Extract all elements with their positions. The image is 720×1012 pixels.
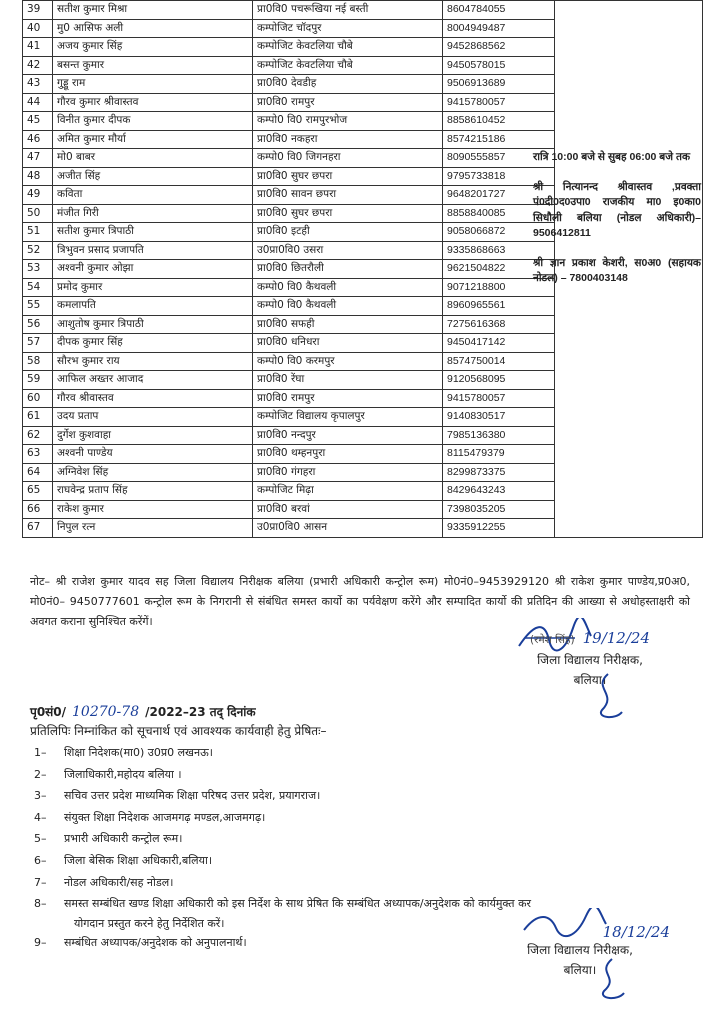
school-name: प्रा0वि0 रामपुर [253, 93, 443, 112]
phone-number: 7985136380 [443, 426, 555, 445]
list-item-number: 7– [34, 875, 47, 889]
side-column-cell [555, 482, 703, 501]
table-row [23, 112, 703, 131]
table-row [23, 38, 703, 57]
list-item [34, 850, 694, 872]
row-number: 65 [23, 482, 53, 501]
phone-number: 9648201727 [443, 186, 555, 205]
table-row [23, 389, 703, 408]
teacher-name: अजय कुमार सिंह [53, 38, 253, 57]
school-name: प्रा0वि0 रेंघा [253, 371, 443, 390]
teacher-name: अश्वनी पाण्डेय [53, 445, 253, 464]
signatory-place: बलिया। [563, 963, 597, 977]
list-item [34, 785, 694, 807]
teacher-name: त्रिभुवन प्रसाद प्रजापति [53, 241, 253, 260]
list-item-text: जिलाधिकारी,महोदय बलिया । [64, 767, 182, 781]
teacher-name: विनीत कुमार दीपक [53, 112, 253, 131]
school-name: कम्पोजिट चॉदपुर [253, 19, 443, 38]
teacher-name: आशुतोष कुमार त्रिपाठी [53, 315, 253, 334]
phone-number: 9140830517 [443, 408, 555, 427]
table-row [23, 315, 703, 334]
reference-number: 10270-78 [72, 704, 140, 720]
teacher-name: कमलापति [53, 297, 253, 316]
row-number: 39 [23, 1, 53, 20]
phone-number: 9120568095 [443, 371, 555, 390]
teacher-name: सतीश कुमार त्रिपाठी [53, 223, 253, 242]
school-name: प्रा0वि0 सावन छपरा [253, 186, 443, 205]
phone-number: 9415780057 [443, 389, 555, 408]
note-paragraph: नोट– श्री राजेश कुमार यादव सह जिला विद्यालय निरीक्षक बलिया (प्रभारी अधिकारी कन्ट्रोल रूम) मो0नं0–9453929120 श्री राकेश कुमार पाण्डेय,प्र0अ0, मो0नं0– 9450777601 कन्ट्रोल रूम के निगरानी से संबंधित समस्त कार्यो का पर्यवेक्षण करेंगे और सम्पादित कार्यो की प्रतिदिन की आख्या से अधोहस्ताक्षरी को अवगत कराना सुनिश्चित करेंगें। [30, 575, 690, 628]
side-column-cell [555, 19, 703, 38]
school-name: कम्पो0 वि0 जिगनहरा [253, 149, 443, 168]
teacher-name: कविता [53, 186, 253, 205]
row-number: 42 [23, 56, 53, 75]
list-item [34, 872, 694, 894]
school-name: उ0प्रा0वि0 उसरा [253, 241, 443, 260]
phone-number: 8004949487 [443, 19, 555, 38]
phone-number: 8090555857 [443, 149, 555, 168]
school-name: प्रा0वि0 थम्हनपुरा [253, 445, 443, 464]
teacher-name: गौरव कुमार श्रीवास्तव [53, 93, 253, 112]
signature-block-2 [470, 924, 690, 980]
phone-number: 7398035205 [443, 500, 555, 519]
side-column-cell [555, 38, 703, 57]
list-item-number: 2– [34, 767, 47, 781]
school-name: प्रा0वि0 देवडीह [253, 75, 443, 94]
row-number: 62 [23, 426, 53, 445]
table-row [23, 130, 703, 149]
row-number: 44 [23, 93, 53, 112]
school-name: कम्पो0 वि0 कैथवली [253, 278, 443, 297]
school-name: प्रा0वि0 नकहरा [253, 130, 443, 149]
side-column-cell [555, 334, 703, 353]
table-row [23, 19, 703, 38]
teacher-name: दुर्गेश कुशवाहा [53, 426, 253, 445]
school-name: उ0प्रा0वि0 आसन [253, 519, 443, 538]
phone-number: 9335868663 [443, 241, 555, 260]
side-column-cell [555, 408, 703, 427]
side-column-cell [555, 426, 703, 445]
list-item-text: समस्त सम्बंधित खण्ड शिक्षा अधिकारी को इस निर्देश के साथ प्रेषित कि सम्बंधित अध्यापक/अनुदेशक को कार्यमुक्त कर [64, 897, 532, 911]
school-name: प्रा0वि0 सुघर छपरा [253, 204, 443, 223]
row-number: 45 [23, 112, 53, 131]
phone-number: 9071218800 [443, 278, 555, 297]
phone-number: 8604784055 [443, 1, 555, 20]
phone-number: 8115479379 [443, 445, 555, 464]
signature-date: 18/12/24 [602, 923, 670, 941]
list-item-number: 5– [34, 832, 47, 846]
school-name: प्रा0वि0 रामपुर [253, 389, 443, 408]
phone-number: 9452868562 [443, 38, 555, 57]
side-column-cell [555, 500, 703, 519]
row-number: 55 [23, 297, 53, 316]
row-number: 57 [23, 334, 53, 353]
row-number: 41 [23, 38, 53, 57]
side-column-cell [555, 56, 703, 75]
school-name: प्रा0वि0 गंगहरा [253, 463, 443, 482]
side-column-cell [555, 1, 703, 20]
table-row [23, 408, 703, 427]
table-row [23, 482, 703, 501]
row-number: 63 [23, 445, 53, 464]
table-row [23, 445, 703, 464]
teacher-name: मो0 बाबर [53, 149, 253, 168]
list-item-text: प्रभारी अधिकारी कन्ट्रोल रूम। [64, 832, 183, 846]
list-item-text: नोडल अधिकारी/सह नोडल। [64, 875, 174, 889]
table-row [23, 352, 703, 371]
table-row [23, 1, 703, 20]
list-item [34, 764, 694, 786]
phone-number: 9335912255 [443, 519, 555, 538]
table-row [23, 426, 703, 445]
signature-block-1 [490, 628, 690, 690]
row-number: 52 [23, 241, 53, 260]
phone-number: 8858610452 [443, 112, 555, 131]
reference-suffix: /2022–23 तद् दिनांक [145, 705, 256, 719]
row-number: 53 [23, 260, 53, 279]
nodal-officer: श्री नित्यानन्द श्रीवास्तव ,प्रवक्ता पं0दी0द0उपा0 राजकीय मा0 इ0का0 सिधौली बलिया (नोडल अधिकारी)– 9506412811 [533, 180, 701, 239]
signatory-place: बलिया। [573, 673, 607, 687]
list-item-continuation: योगदान प्रस्तुत करने हेतु निर्देशित करें। [74, 916, 225, 930]
teacher-name: आफिल अख्तर आजाद [53, 371, 253, 390]
phone-number: 8574750014 [443, 352, 555, 371]
teacher-name: दीपक कुमार सिंह [53, 334, 253, 353]
teacher-name: गौरव श्रीवास्तव [53, 389, 253, 408]
table-row [23, 334, 703, 353]
table-row [23, 519, 703, 538]
phone-number: 9415780057 [443, 93, 555, 112]
row-number: 49 [23, 186, 53, 205]
teacher-name: मंजीत गिरी [53, 204, 253, 223]
side-column-cell [555, 75, 703, 94]
row-number: 47 [23, 149, 53, 168]
phone-number: 9621504822 [443, 260, 555, 279]
list-item [34, 742, 694, 764]
row-number: 61 [23, 408, 53, 427]
reference-line [30, 703, 256, 720]
side-column-cell [555, 93, 703, 112]
signatory-title: जिला विद्यालय निरीक्षक, [527, 943, 633, 957]
side-column-cell [555, 519, 703, 538]
side-column-cell [555, 112, 703, 131]
row-number: 67 [23, 519, 53, 538]
table-row [23, 500, 703, 519]
school-name: प्रा0वि0 बरवां [253, 500, 443, 519]
teacher-name: सतीश कुमार मिश्रा [53, 1, 253, 20]
list-item [34, 828, 694, 850]
phone-number: 9058066872 [443, 223, 555, 242]
list-item-text: संयुक्त शिक्षा निदेशक आजमगढ़ मण्डल,आजमगढ़। [64, 810, 266, 824]
teacher-name: गुड्डू राम [53, 75, 253, 94]
row-number: 60 [23, 389, 53, 408]
school-name: कम्पोजिट केवटलिया चौबे [253, 38, 443, 57]
teacher-name: सौरभ कुमार राय [53, 352, 253, 371]
teacher-name: प्रमोद कुमार [53, 278, 253, 297]
school-name: कम्पो0 वि0 करमपुर [253, 352, 443, 371]
phone-number: 8960965561 [443, 297, 555, 316]
side-duty-info [533, 150, 701, 301]
row-number: 59 [23, 371, 53, 390]
school-name: कम्पो0 वि0 रामपुरभोज [253, 112, 443, 131]
school-name: प्रा0वि0 धनिधरा [253, 334, 443, 353]
list-item-number: 4– [34, 810, 47, 824]
phone-number: 9506913689 [443, 75, 555, 94]
side-column-cell [555, 315, 703, 334]
side-column-cell [555, 445, 703, 464]
phone-number: 8574215186 [443, 130, 555, 149]
signature-date: 19/12/24 [582, 629, 650, 647]
row-number: 66 [23, 500, 53, 519]
assistant-nodal-officer: श्री ज्ञान प्रकाश केशरी, स0अ0 (सहायक नोडल) – 7800403148 [533, 256, 701, 284]
table-row [23, 56, 703, 75]
row-number: 54 [23, 278, 53, 297]
school-name: प्रा0वि0 पचरूखिया नई बस्ती [253, 1, 443, 20]
row-number: 43 [23, 75, 53, 94]
row-number: 51 [23, 223, 53, 242]
signatory-title: जिला विद्यालय निरीक्षक, [537, 653, 643, 667]
table-row [23, 75, 703, 94]
row-number: 50 [23, 204, 53, 223]
list-item-number: 1– [34, 746, 47, 759]
teacher-name: राघवेन्द्र प्रताप सिंह [53, 482, 253, 501]
row-number: 46 [23, 130, 53, 149]
school-name: कम्पो0 वि0 कैथवली [253, 297, 443, 316]
list-item-text: सम्बंधित अध्यापक/अनुदेशक को अनुपालनार्थ। [64, 935, 247, 949]
reference-prefix: पृ0सं0/ [30, 705, 67, 719]
teacher-name: अश्वनी कुमार ओझा [53, 260, 253, 279]
signatory-name: (रमेश सिंह) [529, 634, 575, 646]
distribution-list [34, 742, 694, 953]
side-column-cell [555, 352, 703, 371]
school-name: कम्पोजिट विद्यालय कृपालपुर [253, 408, 443, 427]
phone-number: 8858840085 [443, 204, 555, 223]
row-number: 48 [23, 167, 53, 186]
teacher-name: बसन्त कुमार [53, 56, 253, 75]
table-row [23, 463, 703, 482]
school-name: प्रा0वि0 छितरौली [253, 260, 443, 279]
phone-number: 7275616368 [443, 315, 555, 334]
list-item-number: 3– [34, 789, 47, 803]
side-column-cell [555, 371, 703, 390]
teacher-name: उदय प्रताप [53, 408, 253, 427]
side-column-cell [555, 463, 703, 482]
school-name: कम्पोजिट मिढ़ा [253, 482, 443, 501]
list-item-text: जिला बेसिक शिक्षा अधिकारी,बलिया। [64, 853, 213, 867]
list-item-text: सचिव उत्तर प्रदेश माध्यमिक शिक्षा परिषद उत्तर प्रदेश, प्रयागराज। [64, 789, 321, 803]
school-name: प्रा0वि0 सुघर छपरा [253, 167, 443, 186]
school-name: प्रा0वि0 नन्दपुर [253, 426, 443, 445]
phone-number: 8429643243 [443, 482, 555, 501]
teacher-name: निपुल रत्न [53, 519, 253, 538]
school-name: कम्पोजिट केवटलिया चौबे [253, 56, 443, 75]
copy-to-heading: प्रतिलिपिः निम्नांकित को सूचनार्थ एवं आवश्यक कार्यवाही हेतु प्रेषितः– [30, 724, 327, 738]
teacher-name: अमित कुमार मौर्या [53, 130, 253, 149]
school-name: प्रा0वि0 सफही [253, 315, 443, 334]
phone-number: 9450578015 [443, 56, 555, 75]
phone-number: 9795733818 [443, 167, 555, 186]
table-row [23, 93, 703, 112]
phone-number: 8299873375 [443, 463, 555, 482]
list-item [34, 807, 694, 829]
side-column-cell [555, 389, 703, 408]
teacher-name: अजीत सिंह [53, 167, 253, 186]
row-number: 58 [23, 352, 53, 371]
row-number: 64 [23, 463, 53, 482]
list-item-text: शिक्षा निदेशक(मा0) उ0प्र0 लखनऊ। [64, 746, 213, 759]
teacher-name: मु0 आसिफ अली [53, 19, 253, 38]
teacher-name: अग्निवेश सिंह [53, 463, 253, 482]
row-number: 40 [23, 19, 53, 38]
duty-timing: रात्रि 10:00 बजे से सुबह 06:00 बजे तक [533, 151, 691, 163]
teacher-name: राकेश कुमार [53, 500, 253, 519]
phone-number: 9450417142 [443, 334, 555, 353]
row-number: 56 [23, 315, 53, 334]
list-item-number: 9– [34, 935, 47, 949]
list-item-number: 8– [34, 897, 47, 911]
school-name: प्रा0वि0 इटही [253, 223, 443, 242]
table-row [23, 371, 703, 390]
side-column-cell [555, 130, 703, 149]
list-item-number: 6– [34, 853, 47, 867]
